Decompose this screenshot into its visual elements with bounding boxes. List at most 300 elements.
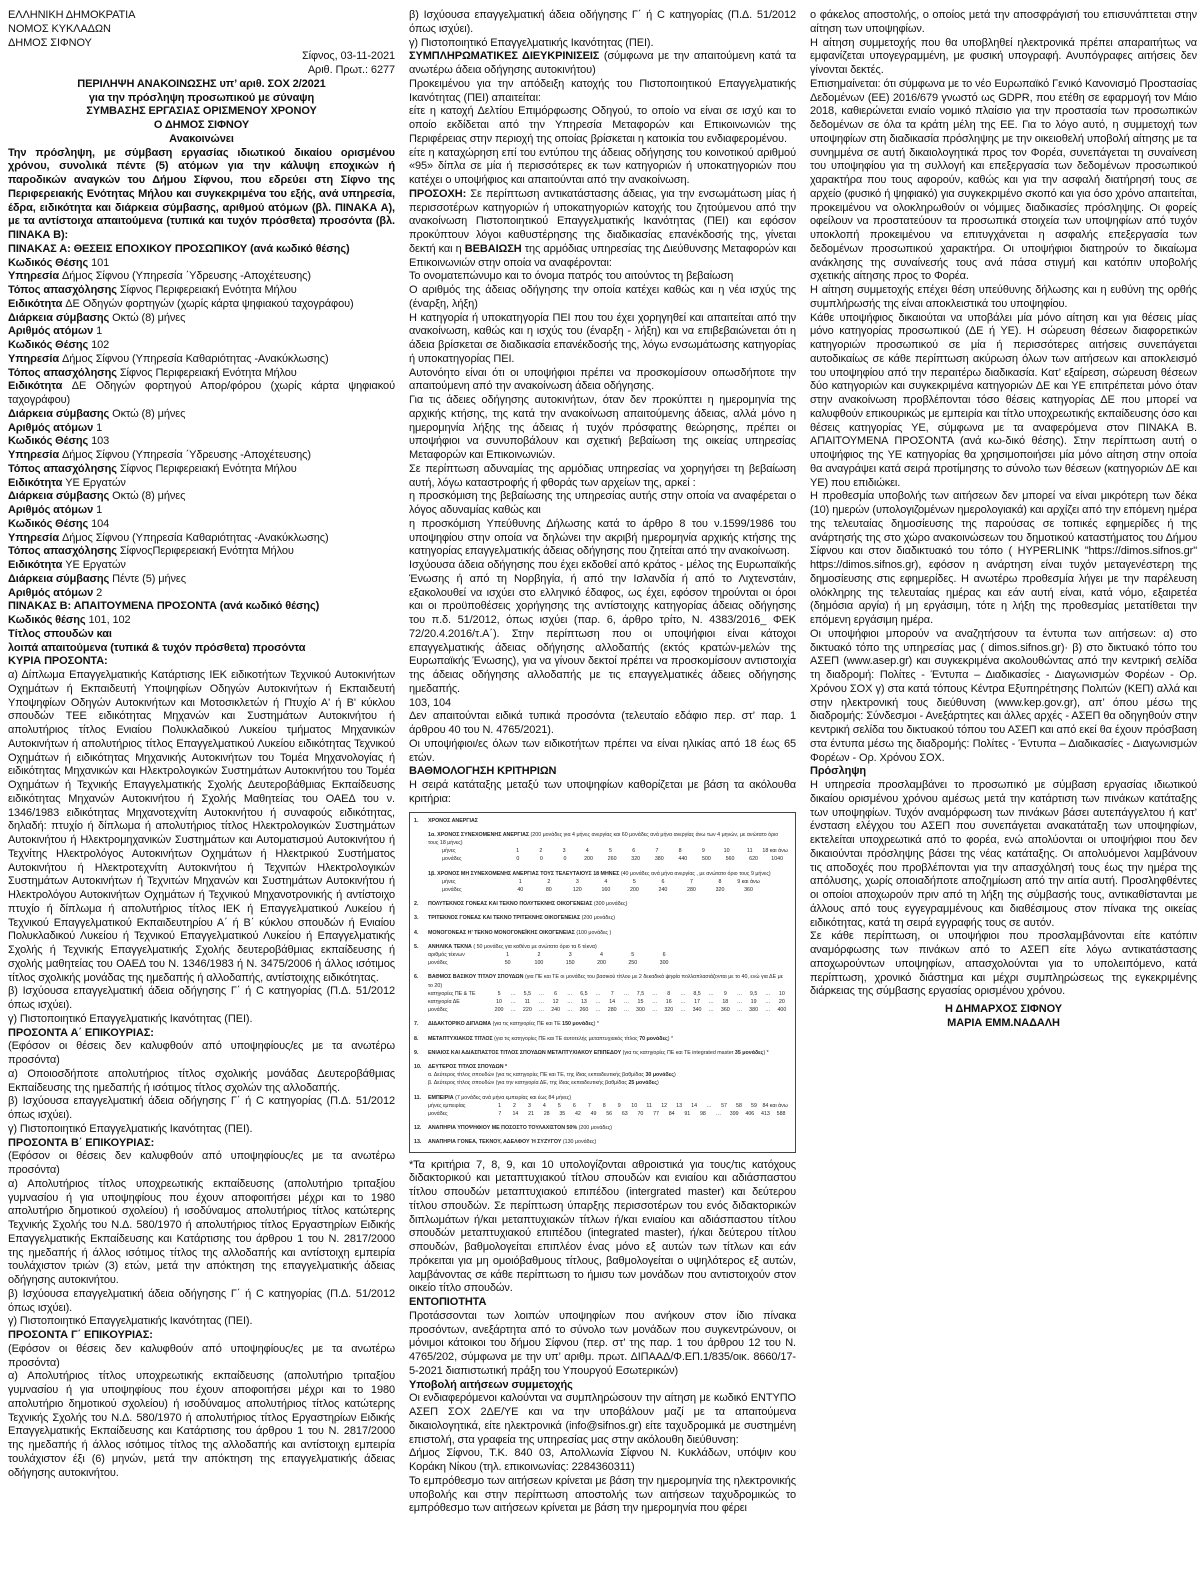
text: γ) Πιστοποιητικό Επαγγελματικής Ικανότητας (ΠΕΙ). [8,1012,253,1025]
grid-cell: … [715,1110,722,1117]
paragraph [8,1027,395,1041]
bold-text: Υποβολή αιτήσεων συμμετοχής [409,1378,573,1391]
paragraph [409,1159,796,1297]
grid-cell: 399 [729,1110,739,1117]
bold-text: Κωδικός Θέσης [8,517,92,530]
grid-cell: 6 [554,990,558,997]
text: ΕΛΛΗΝΙΚΗ ΔΗΜΟΚΡΑΤΙΑ [8,9,136,21]
bold-text: Αριθμός ατόμων [8,325,97,338]
bold-text: Αριθμός ατόμων [8,421,97,434]
paragraph [810,312,1197,491]
text: β) Ισχύουσα επαγγελματική άδεια οδήγησης Γ΄ ή C κατηγορίας (Π.Δ. 51/2012 όπως ισχύει). [8,1095,395,1121]
grid-cell: 50 [504,960,511,967]
bold-text: Διάρκεια σύμβασης [8,490,113,503]
grid-cell: 42 [574,1110,581,1117]
text: ) [673,1072,676,1079]
bold-text: Την πρόσληψη, με σύμβαση εργασίας ιδιωτικού δικαίου ορισμένου χρόνου, συνολικά πέντε (5) ατόμων για την κάλυψη εποχικών ή παροδικών αναγκών του Δήμου Σίφνου, που εδρεύει στη Σίφνο της Περιφερειακής Ενότητας Μήλου και συγκεκριμένα του εξής, ανά υπηρεσία, έδρα, ειδικότητα και διάρκεια σύμβασης, αριθμού ατόμων (βλ. ΠΙΝΑΚΑ Α), με τα αντίστοιχα απαιτούμενα (τυπικά και τυχόν πρόσθετα) προσόντα (βλ. ΠΙΝΑΚΑ Β): [8,146,395,241]
text: Σε περίπτωση αδυναμίας της αρμόδιας υπηρεσίας να χορηγήσει τη βεβαίωση αυτή, λόγω καταστροφής ή φθοράς των αρχείων της, αρκεί : [409,462,796,489]
grid-cell: 0 [539,856,543,863]
text: Σίφνος, 03-11-2021 [301,50,395,63]
bold-text: Κωδικός θέσης [8,614,89,626]
paragraph [409,9,796,37]
grid-cell: 240 [658,886,668,893]
grid-cell: 77 [653,1110,660,1117]
text: Οκτώ (8) μήνες [112,490,186,503]
paragraph [409,559,796,697]
grid-cell: 120 [572,886,582,893]
bold-text: Τόπος απασχόλησης [8,462,120,475]
criteria-number: 4. [414,929,419,936]
grid-cell: 300 [659,960,669,967]
grid-cell: 8 [718,878,722,885]
text: β) Ισχύουσα επαγγελματική άδεια οδήγησης Γ΄ ή C κατηγορίας (Π.Δ. 51/2012 όπως ισχύει). [409,9,796,35]
bold-text: ΚΥΡΙΑ ΠΡΟΣΟΝΤΑ: [8,655,108,668]
grid-cell: … [736,1007,743,1014]
grid-cell: … [623,998,629,1005]
grid-cell: 100 [534,960,544,967]
paragraph [8,669,395,985]
text: ) * [667,1035,674,1042]
bold-text: Υπηρεσία [8,449,63,461]
text: Σίφνος Περιφερειακή Ενότητα Μήλου [119,366,297,379]
bold-text: Ο ΔΗΜΟΣ ΣΙΦΝΟΥ [153,119,250,131]
grid-label: μονάδες [428,1007,448,1014]
bold-text: ΕΜΠΕΙΡΙΑ [428,1094,456,1101]
grid-cell: 6 [632,848,636,855]
paragraph [409,490,796,518]
text: της αρμόδιας υπηρεσίας της Διεύθυνσης Μεταφορών και Επικοινωνιών στην οποία να αναφέρονται: [409,242,796,269]
grid-cell: 3 [575,878,579,885]
bold-text: ΠΕΡΙΛΗΨΗ ΑΝΑΚΟΙΝΩΣΗΣ υπ’ αριθ. ΣΟΧ 2/2021 [77,77,326,90]
text: (300 μονάδες) [593,901,628,908]
grid-cell: 340 [692,1007,702,1014]
text: Δήμος Σίφνου (Υπηρεσία Καθαριότητας -Ανακύκλωσης) [62,531,329,544]
bold-text: ΠΡΟΣΟΝΤΑ Γ΄ ΕΠΙΚΟΥΡΙΑΣ: [8,1329,153,1341]
grid-cell: … [567,998,573,1005]
criteria-row [414,1138,789,1146]
criteria-row [414,1063,789,1088]
paragraph [8,257,395,271]
paragraph [8,985,395,1013]
text: Σίφνος Περιφερειακή Ενότητα Μήλου [119,462,297,475]
paragraph [8,270,395,284]
paragraph [409,1392,796,1447]
grid-cell: 9 [617,1102,621,1109]
text: ( 50 μονάδες για καθένα με ανώτατο όριο τα 6 τέκνα) [473,943,597,950]
date-line [8,50,395,64]
grid-cell: … [567,1007,573,1014]
text: Οκτώ (8) μήνες [112,407,186,420]
bold-text: 1α. ΧΡΟΝΟΣ ΣΥΝΕΧΟΜΕΝΗΣ ΑΝΕΡΓΙΑΣ [428,831,531,838]
text: (200 μονάδες για 4 μήνες ανεργίας και 60 μονάδες ανά μήνα ανεργίας άνω των 4 μηνών, με ανώτατο όριο τους 18 μήνες) [428,831,779,846]
criteria-table [409,812,796,1153]
grid-cell: … [538,1007,545,1014]
grid-cell: 5,5 [523,990,532,997]
text: Το εμπρόθεσμο των αιτήσεων κρίνεται με βάση την ημερομηνία της ηλεκτρονικής υποβολής και στην περίπτωση αποστολής των αιτήσεων ταχυδρομικώς το εμπρόθεσμο των αιτήσεων κρίνεται με βάση την ημερομηνία που φέρει [409,1474,796,1515]
text: (130 μονάδες) [562,1139,597,1146]
grid-cell: 200 [494,1007,504,1014]
grid-cell: … [736,990,743,997]
grid-label: μονάδες [428,960,448,967]
paragraph [8,1150,395,1178]
agency-line [8,9,395,23]
grid-cell: 11 [747,848,753,855]
text: γ) Πιστοποιητικό Επαγγελματικής Ικανότητας (ΠΕΙ). [409,36,654,49]
text: (Εφόσον οι θέσεις δεν καλυφθούν από υποψηφίους/ες με τα ανωτέρω προσόντα) [8,1342,395,1369]
grid-cell: 13 [580,998,587,1005]
grid-cell: 20 [778,998,785,1005]
text: γ) Πιστοποιητικό Επαγγελματικής Ικανότητας (ΠΕΙ). [8,1122,253,1135]
bold-text: ΒΑΘΜΟΣ ΒΑΣΙΚΟΥ ΤΙΤΛΟΥ ΣΠΟΥΔΩΝ [428,974,525,981]
bold-text: ΒΕΒΑΙΩΣΗ [464,242,522,255]
bold-text: Πρόσληψη [810,765,867,778]
paragraph [810,78,1197,284]
criteria-row [414,870,789,895]
grid-cell: 500 [701,856,711,863]
grid-cell: 220 [522,1007,532,1014]
text: β) Ισχύουσα επαγγελματική άδεια οδήγησης Γ΄ ή C κατηγορίας (Π.Δ. 51/2012 όπως ισχύει). [8,985,395,1011]
grid-cell: 240 [551,1007,561,1014]
paragraph [810,779,1197,930]
section-heading [409,765,796,779]
paragraph [409,188,796,271]
paragraph [409,105,796,146]
paragraph [409,78,796,106]
bold-text: ΜΟΝΟΓΟΝΕΑΣ Η’ ΤΕΚΝΟ ΜΟΝΟΓΟΝΕΪΚΗΣ ΟΙΚΟΓΕΝΕΙΑΣ [428,929,577,936]
grid-cell: 380 [749,1007,759,1014]
grid-cell: 11 [524,998,531,1005]
grid-cell: 300 [636,1007,645,1014]
bold-text: Ειδικότητα [8,476,66,489]
text: Επισημαίνεται: ότι σύμφωνα με το νέο Ευρωπαϊκό Γενικό Κανονισμό Προστασίας Δεδομένων (ΕΕ) 2016/679 γνωστό ως GDPR, που ετέθη σε εφαρμογή τον Μάιο 2018, καθιερώνεται ενιαίο νομικό πλαίσιο για την προστασία των προσωπικών δεδομένων σε όλα τα κράτη μέλη της ΕΕ. Για το λόγο αυτό, η συμμετοχή των υποψηφίων στη διαδικασία πρόσληψης με την οικειοθελή υποβολή αίτησης με τα συνημμένα σε αυτή δικαιολογητικά προς τον Φορέα, συνεπάγεται τη συναίνεση του υποψηφίου για τη συλλογή και επεξεργασία των δεδομένων προσωπικού χαρακτήρα που τους αφορούν, καθώς και για την ασφαλή διατήρησή τους σε αρχείο (φυσικό ή ψηφιακό) για συγκεκριμένο σκοπό και για όσο χρόνο απαιτείται, προκειμένου να ολοκληρωθούν οι νόμιμες διαδικασίες πρόσληψης. Οι φορείς οφείλουν να προστατεύουν τα προσωπικά στοιχεία των υποψηφίων από τυχόν υποκλοπή προκειμένου να επιτυγχάνεται η ασφαλής επεξεργασία των δεδομένων προσωπικού χαρακτήρα. Οι υποψήφιοι διατηρούν το δικαίωμα ανάκλησης της συναίνεσής τους ανά πάσα στιγμή και κατόπιν υποβολής σχετικής αίτησης προς το Φορέα. [810,77,1197,283]
text: *Τα κριτήρια 7, 8, 9, και 10 υπολογίζονται αθροιστικά για τους/τις κατόχους διδακτορικού και μεταπτυχιακού τίτλου σπουδών και ενιαίου και αδιάσπαστου τίτλου σπουδών μεταπτυχιακού επιπέδου (intergrated master) και δεύτερου τίτλου σπουδών. Σε περίπτωση ύπαρξης περισσοτέρων του ενός διδακτορικών διπλωμάτων ή/και μεταπτυχιακών τίτλων ή/και ενιαίου και αδιάσπαστου τίτλου σπουδών μεταπτυχιακού επιπέδου (integrated master), ή/και δεύτερου τίτλου σπουδών, βαθμολογείται επιπλέον ένας μόνο εξ αυτών των τίτλων και εάν πρόκειται για μη ομοιόβαθμους τίτλους, βαθμολογείται ο υψηλότερος εξ αυτών, λαμβάνοντας σε κάθε περίπτωση το ήμισυ των μονάδων που αντιστοιχούν στον οικείο τίτλο σπουδών. [409,1158,796,1295]
grid-cell: 40 [517,886,524,893]
text: ) [656,1080,659,1087]
grid-cell: 21 [528,1110,535,1117]
paragraph [409,779,796,807]
grid-cell: 28 [543,1110,550,1117]
grid-cell: 8 [678,848,682,855]
grid-cell: 12 [661,1102,668,1109]
criteria-row [414,831,789,864]
grid-cell: 7 [689,878,693,885]
criteria-row [414,1035,789,1043]
bold-text: 35 μονάδες [734,1049,764,1056]
bold-text: ΠΙΝΑΚΑΣ Β: ΑΠΑΙΤΟΥΜΕΝΑ ΠΡΟΣΟΝΤΑ (ανά κωδικό θέσης) [8,600,320,613]
grid-cell: 2 [512,1102,516,1109]
text: ΣίφνοςΠεριφερειακή Ενότητα Μήλου [119,545,294,558]
criteria-subline [414,1071,789,1079]
grid-cell: … [510,1007,516,1014]
bold-text: Υπηρεσία [8,531,63,544]
doc-title [8,133,395,147]
paragraph [409,284,796,312]
paragraph [8,1288,395,1316]
criteria-number: 8. [414,1035,419,1042]
text: Ισχύουσα άδεια οδήγησης που έχει εκδοθεί από κράτος - μέλος της Ευρωπαϊκής Ένωσης ή από τη Νορβηγία, ή από την Ισλανδία ή από το Λιχτενστάιν, εξακολουθεί να ισχύει στο ελληνικό έδαφος, ως έχει, εφόσον τηρούνται οι όροι και οι προϋποθέσεις χορήγησης της αντίστοιχης κατηγορίας άδειας οδήγησης του π.δ. 51/2012, όπως ισχύει (παρ. 6, άρθρο τρίτο, Ν. 4383/2016_ ΦΕΚ 72/20.4.2016/τ.Α΄). Στην περίπτωση που οι υποψήφιοι είναι κάτοχοι επαγγελματικής άδειας οδήγησης αλλοδαπής (εκτός κρατών-μελών της Ευρωπαϊκής Ένωσης), για να γίνουν δεκτοί πρέπει να προσκομίσουν αντιστοιχία της άδειας οδήγησης αλλοδαπής με τις επαγγελματικές άδειες οδήγησης ημεδαπής. [409,559,796,695]
paragraph [8,408,395,422]
paragraph [8,380,395,408]
text: ΔΕ Οδηγών φορτηγού Απορ/φόρου (χωρίς κάρτα ψηφιακού ταχογράφου) [8,380,395,406]
paragraph [8,614,395,628]
bold-text: ΠΙΝΑΚΑΣ Α: ΘΕΣΕΙΣ ΕΠΟΧΙΚΟΥ ΠΡΟΣΩΠΙΚΟΥ (ανά κωδικό θέσης) [8,242,350,255]
bold-text: ΔΕΥΤΕΡΟΣ ΤΙΤΛΟΣ ΣΠΟΥΔΩΝ * [428,1063,508,1070]
bold-text: ΣΥΜΒΑΣΗΣ ΕΡΓΑΣΙΑΣ ΟΡΙΣΜΕΝΟΥ ΧΡΟΝΟΥ [86,105,317,118]
text: Προτάσσονται των λοιπών υποψηφίων που ανήκουν στον ίδιο πίνακα προσόντων, ανεξάρτητα από το σύνολο των μονάδων που συγκεντρώνουν, οι μόνιμοι κάτοικοι του δήμου Σίφνου (περ. στ’ της παρ. 1 του άρθρου 12 του Ν. 4765/202, σύμφωνα με την υπ’ αριθμ. πρωτ. ΔΙΠΑΑΔ/Φ.ΕΠ.1/835/οικ. 8660/17-5-2021 διαπιστωτική πράξη του Υπουργού Εσωτερικών) [409,1309,796,1377]
paragraph [8,449,395,463]
text: Σίφνος Περιφερειακή Ενότητα Μήλου [119,284,297,296]
bold-text: ΑΝΑΠΗΡΙΑ ΥΠΟΨΗΦΙΟΥ ΜΕ ΠΟΣΟΣΤΟ ΤΟΥΛΑΧΙΣΤΟΝ 50% [428,1125,579,1132]
grid-cell: 59 [751,1102,757,1109]
text: Δεν απαιτούνται ειδικά τυπικά προσόντα (τελευταίο εδάφιο περ. στ’ παρ. 1 άρθρου 40 του Ν. 4765/2021). [409,710,796,736]
bold-text: Κωδικός Θέσης [8,339,92,351]
text: Αυτονόητο είναι ότι οι υποψήφιοι πρέπει να προσκομίσουν οπωσδήποτε την απαιτούμενη από την ανακοίνωση άδεια οδήγησης. [409,366,796,393]
table-a-heading [8,243,395,257]
column-middle [409,9,796,1586]
grid-cell: … [651,998,658,1005]
bold-text: 30 μονάδες [645,1072,674,1079]
text: Το ονοματεπώνυμο και το όνομα πατρός του αιτούντος τη βεβαίωση [409,270,734,283]
grid-cell: 360 [744,886,753,893]
criteria-grid-row [428,878,789,886]
grid-cell: … [765,990,771,997]
criteria-subline [414,1079,789,1087]
bold-text: Ανακοινώνει [169,132,234,145]
text: 101 [91,256,110,269]
bold-text: Η ΔΗΜΑΡΧΟΣ ΣΙΦΝΟΥ [945,1003,1062,1015]
text: γ) Πιστοποιητικό Επαγγελματικής Ικανότητας (ΠΕΙ). [8,1315,253,1328]
grid-cell: 8,5 [693,990,701,997]
criteria-number: 13. [414,1139,422,1146]
grid-cell: … [680,990,686,997]
paragraph [810,628,1197,766]
text: β. Δεύτερος τίτλος σπουδών (για την κατηγορία ΔΕ, της ίδιας εκπαιδευτικής βαθμίδας [428,1080,629,1087]
text: Η σειρά κατάταξης μεταξύ των υποψηφίων καθορίζεται με βάση τα ακόλουθα κριτήρια: [409,779,796,805]
grid-label: μήνες εμπειρίας [428,1102,466,1109]
bold-text: Τόπος απασχόλησης [8,284,120,296]
criteria-row [414,1049,789,1057]
grid-cell: 84 και άνω [762,1102,788,1109]
text: 103, 104 [409,696,452,709]
criteria-grid-row [428,855,789,863]
section-heading [409,1296,796,1310]
paragraph [8,490,395,504]
grid-cell: 400 [777,1007,787,1014]
text: ) * [593,1021,599,1028]
text: ΥΕ Εργατών [65,559,126,571]
bold-text: για την πρόσληψη προσωπικού με σύναψη [88,91,315,104]
paragraph [810,37,1197,78]
grid-cell: 160 [601,886,611,893]
grid-label: αριθμός τέκνων [428,951,465,958]
grid-cell: 16 [665,998,672,1005]
grid-cell: 2 [537,951,541,958]
criteria-number: 12. [414,1125,422,1132]
text: Δήμος Σίφνου, Τ.Κ. 840 03, Απολλωνία Σίφνου Ν. Κυκλάδων, υπόψιν κου Κοράκη Νίκου (τηλ. επικοινωνίας: 2284360311) [409,1447,796,1474]
grid-cell: 3 [562,848,566,855]
grid-cell: 250 [628,960,638,967]
grid-cell: 280 [607,1007,617,1014]
paragraph [409,312,796,367]
grid-cell: 35 [559,1110,566,1117]
grid-cell: … [623,1007,629,1014]
grid-cell: 4 [604,878,608,885]
grid-cell: … [708,1007,714,1014]
grid-cell: 4 [585,848,589,855]
paragraph [8,587,395,601]
text: (για τις κατηγορίες ΠΕ και ΤΕ αυτοτελής μεταπτυχιακός τίτλος [494,1035,640,1042]
paragraph [8,628,395,642]
text: β) Ισχύουσα επαγγελματική άδεια οδήγησης Γ΄ ή C κατηγορίας (Π.Δ. 51/2012 όπως ισχύει). [8,1287,395,1314]
grid-label: κατηγορίες ΠΕ & ΤΕ [428,990,476,997]
bold-text: ΑΝΑΠΗΡΙΑ ΓΟΝΕΑ, ΤΕΚΝΟΥ, ΑΔΕΛΦΟΥ Ή ΣΥΖΥΓΟΥ [428,1139,563,1146]
grid-cell: 9 και άνω [737,878,760,885]
agency-line [8,37,395,51]
criteria-number: 2. [414,901,419,908]
text: Πέντε (5) μήνες [112,572,186,585]
criteria-row [414,943,789,968]
grid-label: μονάδες [428,1110,448,1117]
criteria-grid-row [414,1102,789,1110]
grid-cell: … [595,998,601,1005]
paragraph [8,463,395,477]
criteria-row [414,1124,789,1132]
grid-cell: 4 [600,951,603,958]
text: α) Δίπλωμα Επαγγελματικής Κατάρτισης ΙΕΚ ειδικοτήτων Τεχνικού Αυτοκινήτων Οχημάτων ή Εκπαιδευτή Υποψηφίων Οδηγών Αυτοκινήτων ή Εκπαιδευτή Υποψηφίων Οδηγών Αυτοκινήτων και Μοτοσικλετών ή Πτυχίο Α' ή Β' κύκλου σπουδών ΤΕΕ ειδικότητας Μηχανών και Συστημάτων Αυτοκινήτου ή απολυτήριος τίτλος Ενιαίου Πολυκλαδικού Λυκείου τμήματος Μηχανικών Αυτοκινήτων ή απολυτήριος τίτλος Επαγγελματικού Λυκείου ειδικότητας Τεχνικού Οχημάτων ή ειδικότητας Μηχανικής Αυτοκινήτων του Τομέα Μηχανολογίας ή ειδικότητας Μηχανικών και Ηλεκτρολογικών Συστημάτων Αυτοκινήτου του Τομέα Οχημάτων ή Τεχνικής Επαγγελματικής Σχολής Δευτεροβάθμιας Εκπαίδευσης ειδικότητας Μηχανών Αυτοκινήτου ή Σχολής Μαθητείας του ΟΑΕΔ του ν. 1346/1983 ειδικότητας Μηχανοτεχνίτη Αυτοκινήτου ή συναφούς ειδικότητας, δηλαδή: πτυχίο ή δίπλωμα ή απολυτήριος τίτλος Ηλεκτρολογικών Συστημάτων Αυτοκινήτου ή Ηλεκτρομηχανικών Συστημάτων και Αυτοματισμού Αυτοκινήτου ή Τεχνίτης Ηλεκτρολόγος Αυτοκινήτων Οχημάτων ή Ηλεκτρικού Συστήματος Αυτοκινήτου ή Ηλεκτροτεχνίτη Αυτοκινήτου ή Τεχνιτών Ηλεκτρολογικών Συστημάτων Αυτοκινήτων ή Τεχνιτών Μηχανών και Συστημάτων Αυτοκινήτου ή Ηλεκτρολόγου Αυτοκινήτων Οχημάτων ή Τεχνικού Μηχανοτρονικής ή αντίστοιχο πτυχίο ή δίπλωμα ή απολυτήριος τίτλος ΙΕΚ ή Επαγγελματικού Λυκείου ή Τεχνικού Επαγγελματικού Εκπαιδευτηρίου Α΄ ή Β΄ κύκλου σπουδών ή Ενιαίου Πολυκλαδικού Λυκείου ή Τεχνικού Επαγγελματικού Λυκείου ή Επαγγελματικής Σχολής ή Τεχνικής Επαγγελματικής Σχολής δευτεροβάθμιας εκπαίδευσης ή σχολής μαθητείας του ΟΑΕΔ του Ν. 1346/1983 ή Ν. 3475/2006 ή άλλος ισότιμος τίτλος σχολικής μονάδας της ημεδαπής ή αλλοδαπής, αντίστοιχης ειδικότητας. [8,669,395,984]
text: Προκειμένου για την απόδειξη κατοχής του Πιστοποιητικού Επαγγελματικής Ικανότητας (ΠΕΙ) απαιτείται: [409,77,796,104]
bold-text: Ειδικότητα [8,380,72,393]
grid-cell: 3 [527,1102,531,1109]
criteria-row [414,1094,789,1119]
paragraph [8,573,395,587]
paragraph [8,642,395,656]
grid-cell: 63 [621,1110,628,1117]
bold-text: 70 μονάδες [639,1035,668,1042]
grid-cell: … [765,998,771,1005]
bold-text: 150 μονάδες [562,1021,594,1028]
paragraph [8,312,395,326]
grid-cell: 84 [668,1110,675,1117]
criteria-number: 11. [414,1094,422,1101]
grid-cell: 5 [557,1102,561,1109]
text: είτε η καταχώρηση επί του εντύπου της άδειας οδήγησης του κοινοτικού αριθμού «95» δίπλα σε μία ή περισσότερες εκ των κατηγοριών ή υποκατηγοριών που κατέχει ο υποψήφιος και απαιτούνται από την ανακοίνωση. [409,146,796,186]
table-b-heading [8,600,395,614]
bold-text: ΤΡΙΤΕΚΝΟΣ ΓΟΝΕΑΣ ΚΑΙ ΤΕΚΝΟ ΤΡΙΤΕΚΝΗΣ ΟΙΚΟΓΕΝΕΙΑΣ [428,915,582,922]
text: 102 [91,339,110,351]
text: είτε η κατοχή Δελτίου Επιμόρφωσης Οδηγού, το οποίο να είναι σε ισχύ και το οποίο εκδίδεται από την Υπηρεσία Μεταφορών και Επικοινωνιών της Περιφέρειας στην περιοχή της οποίας βρίσκεται η κατοικία του ενδιαφερομένου. [409,105,796,145]
grid-cell: 11 [646,1102,652,1109]
grid-cell: 15 [637,998,644,1005]
text: ο φάκελος αποστολής, ο οποίος μετά την αποσφράγισή του επισυνάπτεται στην αίτηση των υποψηφίων. [810,9,1197,35]
text: Η αίτηση συμμετοχής επέχει θέση υπεύθυνης δήλωσης και η ευθύνη της ορθής συμπλήρωσής της είναι αποκλειστικά του υποψηφίου. [810,284,1197,310]
paragraph [409,710,796,738]
grid-label: μονάδες [442,886,462,893]
grid-cell: 57 [721,1102,727,1109]
paragraph [810,490,1197,628]
bold-text: Τόπος απασχόλησης [8,366,120,379]
text: Δήμος Σίφνου (Υπηρεσία ΄Υδρευσης -Αποχέτευσης) [62,270,311,283]
text: Σε περίπτωση αντικατάστασης άδειας, για την ενσωμάτωση μίας ή περισσοτέρων κατηγοριών ή υποκατηγοριών κατοχής του ζητούμενου από την ανακοίνωση Πιστοποιητικού Επαγγελματικής Ικανότητας (ΠΕΙ) και εφόσον προκύπτουν λόγοι καθυστέρησης της διαδικασίας επανέκδοσής της, γίνεται δεκτή και η [409,187,796,255]
grid-cell: 1 [506,951,510,958]
criteria-number: 9. [414,1049,419,1056]
text: η προσκόμιση της βεβαίωσης της υπηρεσίας αυτής στην οποία να αναφέρεται ο λόγος αδυναμίας καθώς και [409,490,796,516]
grid-cell: 14 [609,998,616,1005]
paragraph [8,1178,395,1288]
grid-label: μήνες [442,848,456,855]
text: Η κατηγορία ή υποκατηγορία ΠΕΙ που του έχει χορηγηθεί και απαιτείται από την ανακοίνωση, καθώς και η ισχύς του (έναρξη - λήξη) και να επιβεβαιώνεται ότι η άδεια βρίσκεται σε διαδικασία επανέκδοσής της, λόγω ενσωμάτωσης κατηγορίας ή υποκατηγορίας ΠΕΙ. [409,311,796,365]
grid-cell: 200 [629,886,639,893]
paragraph [8,1329,395,1343]
text: Αριθ. Πρωτ.: 6277 [307,64,395,76]
bold-text: ΠΡΟΣΟΝΤΑ Α΄ ΕΠΙΚΟΥΡΙΑΣ: [8,1026,154,1039]
paragraph [409,697,796,711]
criteria-grid-row [414,998,789,1006]
criteria-row [414,1020,789,1028]
text: 104 [91,517,110,530]
text: (200 μονάδες) [581,915,616,922]
grid-cell: 17 [694,998,700,1005]
text: (40 μονάδες ανά μήνα ανεργίας , με ανώτατο όριο τους 9 μήνες) [620,870,771,877]
grid-cell: … [680,998,686,1005]
text: 101, 102 [88,614,131,626]
grid-cell: 7 [610,990,614,997]
bold-text: ΜΕΤΑΠΤΥΧΙΑΚΟΣ ΤΙΤΛΟΣ [428,1035,495,1042]
paragraph [409,37,796,51]
grid-cell: 6,5 [580,990,588,997]
grid-cell: … [680,1007,686,1014]
bold-text: Κωδικός Θέσης [8,435,92,448]
bold-text: ΠΡΟΣΟΧΗ: [409,187,471,200]
text: α) Οποιοσδήποτε απολυτήριος τίτλος σχολικής μονάδας Δευτεροβάθμιας Εκπαίδευσης της ημεδαπής ή ισότιμος τίτλος σχολών της αλλοδαπής. [8,1067,395,1094]
grid-cell: 4 [542,1102,546,1109]
agency-line [8,23,395,37]
bold-text: Διάρκεια σύμβασης [8,407,113,420]
paragraph [8,518,395,532]
criteria-number: 1. [414,817,419,824]
paragraph [810,930,1197,999]
grid-cell: 7 [498,1110,502,1117]
criteria-number: 5. [414,943,419,950]
grid-cell: 6 [661,878,665,885]
criteria-number: 7. [414,1021,419,1028]
text: (για ΠΕ και ΤΕ οι μονάδες του βασικού τίτλου με 2 δεκαδικά ψηφία πολλαπλασιάζονται με το 40, ενώ για ΔΕ με το 20) [428,974,783,989]
grid-cell: 320 [664,1007,674,1014]
text: Οι υποψήφιοι μπορούν να αναζητήσουν τα έντυπα των αιτήσεων: α) στο δικτυακό τόπο της υπηρεσίας μας ( dimos.sifnos.gr)· β) στο δικτυακό τόπο του ΑΣΕΠ (www.asep.gr) και συγκεκριμένα ακολουθώντας από την κεντρική σελίδα τη διαδρομή: Πολίτες - Έντυπα – Διαδικασίες - Διαγωνισμών Φορέων - Ορ. Χρόνου ΣΟΧ γ) στα κατά τόπους Κέντρα Εξυπηρέτησης Πολιτών (ΚΕΠ) αλλά και στην ηλεκτρονική τους διεύθυνση (www.kep.gov.gr), απ’ όπου μέσω της διαδρομής: Σύνδεσμοι - Ανεξάρτητες και άλλες αρχές - ΑΣΕΠ θα οδηγηθούν στην κεντρική σελίδα του δικτυακού τόπου του ΑΣΕΠ και από εκεί θα έχουν πρόσβαση στα έντυπα μέσω της διαδρομής: Πολίτες - Έντυπα – Διαδικασίες - Διαγωνισμών Φορέων - Ορ. Χρόνου ΣΟΧ. [810,627,1197,764]
bold-text: ΒΑΘΜΟΛΟΓΗΣΗ ΚΡΙΤΗΡΙΩΝ [409,765,557,778]
bold-text: Τίτλος σπουδών και [8,627,112,640]
grid-cell: 18 και άνω [762,848,788,855]
grid-cell: 6 [662,951,666,958]
grid-cell: 280 [687,886,696,893]
paragraph [8,1315,395,1329]
bold-text: Διάρκεια σύμβασης [8,572,113,585]
paragraph [8,559,395,573]
grid-cell: 8 [667,990,671,997]
bold-text: ΠΟΛΥΤΕΚΝΟΣ ΓΟΝΕΑΣ ΚΑΙ ΤΕΚΝΟ ΠΟΛΥΤΕΚΝΗΣ ΟΙΚΟΓΕΝΕΙΑΣ [428,901,594,908]
text: Η υπηρεσία προσλαμβάνει το προσωπικό με σύμβαση εργασίας ιδιωτικού δικαίου ορισμένου χρόνου αμέσως μετά την κατάρτιση των πινάκων κατάταξης των υποψηφίων. Τυχόν αναμόρφωση των πινάκων βάσει αυτεπάγγελτου ή κατ’ ένσταση ελέγχου του ΑΣΕΠ που συνεπάγεται ανακατάταξη των υποψηφίων, εκτελείται υποχρεωτικά από το φορέα, ενώ απολύονται οι υποψήφιοι που δεν δικαιούνται πρόσληψης βάσει της νέας κατάταξης. Οι απολυόμενοι λαμβάνουν τις αποδοχές που προβλέπονται για την απασχόλησή τους έως την ημέρα της απόλυσης, χωρίς οποιαδήποτε αποζημίωση από την αιτία αυτή. Προσληφθέντες οι οποίοι αποχωρούν πριν από τη λήξη της σύμβασής τους, αντικαθίστανται με άλλους από τους εγγεγραμμένους και διαθέσιμους στον πίνακα της οικείας ειδικότητας, κατά τη σειρά εγγραφής τους σε αυτόν. [810,779,1197,929]
grid-cell: 10 [496,998,503,1005]
bold-text: ΣΥΜΠΛΗΡΩΜΑΤΙΚΕΣ ΔΙΕΥΚΡΙΝΙΣΕΙΣ [409,50,604,63]
grid-cell: 9 [723,990,727,997]
text: 2 [96,586,103,599]
grid-cell: 260 [607,856,617,863]
grid-cell: 9,5 [749,990,758,997]
text: 1 [96,504,103,516]
grid-cell: 10 [723,848,730,855]
grid-cell: … [651,1007,658,1014]
paragraph [409,147,796,188]
paragraph [810,9,1197,37]
